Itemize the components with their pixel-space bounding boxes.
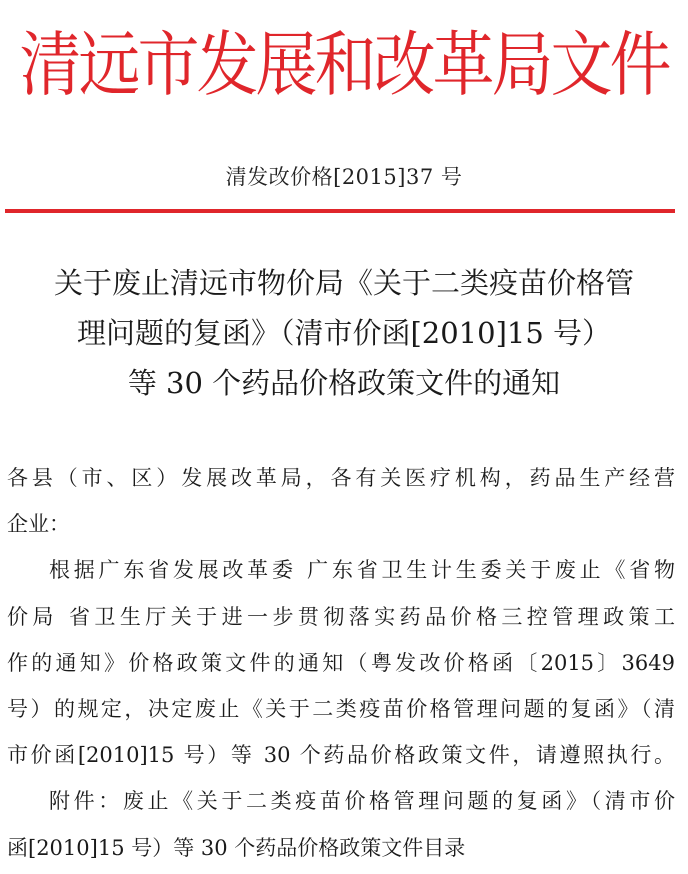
attachment-line: 附件：废止《关于二类疫苗价格管理问题的复函》（清市价 (49, 789, 675, 814)
addressee-line: 各县（市、区）发展改革局，各有关医疗机构，药品生产经营 (7, 466, 675, 490)
title-line: 关于废止清远市物价局《关于二类疫苗价格管 (53, 266, 634, 300)
document-body (7, 455, 675, 871)
addressee-line: 企业： (7, 512, 70, 537)
red-divider-line (5, 209, 675, 213)
paragraph-line: 作的通知》价格政策文件的通知（粤发改价格函〔2015〕3649 (7, 650, 675, 675)
paragraph-line: 市价函[2010]15 号）等 30 个药品价格政策文件，请遵照执行。 (7, 743, 675, 768)
title-line: 等 30 个药品价格政策文件的通知 (127, 366, 561, 400)
paragraph-line: 号）的规定，决定废止《关于二类疫苗价格管理问题的复函》（清 (7, 697, 675, 722)
document-title (0, 258, 688, 408)
document-number: 清发改价格[2015]37 号 (225, 165, 463, 189)
title-line: 理问题的复函》（清市价函[2010]15 号） (76, 316, 612, 350)
agency-masthead: 清远市发展和改革局文件 (19, 22, 669, 107)
paragraph-line: 根据广东省发展改革委 广东省卫生计生委关于废止《省物 (49, 558, 675, 583)
paragraph-line: 价局 省卫生厅关于进一步贯彻落实药品价格三控管理政策工 (7, 604, 675, 629)
attachment-line: 函[2010]15 号）等 30 个药品价格政策文件目录 (7, 835, 466, 860)
